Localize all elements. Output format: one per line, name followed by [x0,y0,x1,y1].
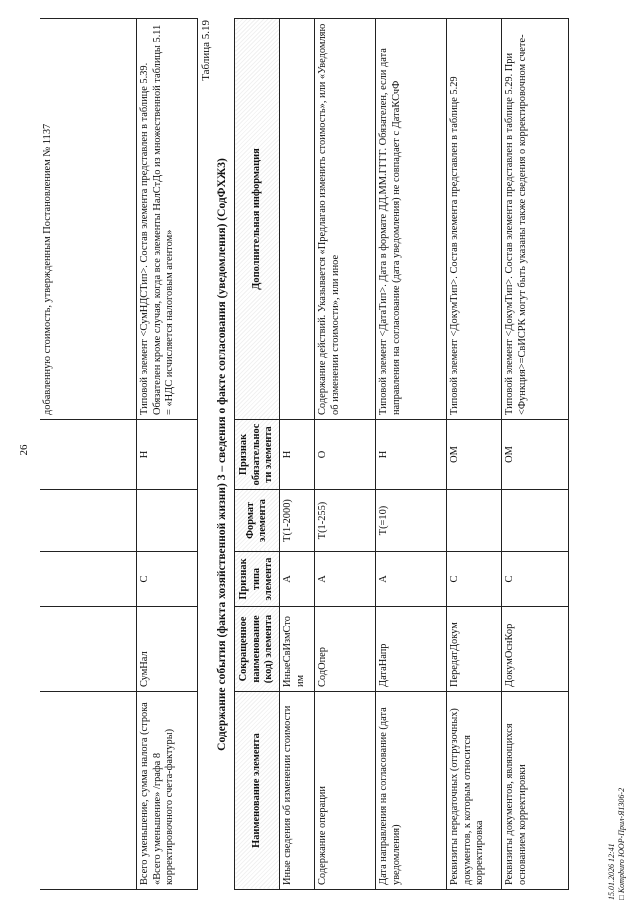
footer-timestamp: 15.01.2026 12:41 [607,843,616,900]
header-type: Признак типа элемента [235,552,280,607]
element-info-cell: Типовой элемент <ДокумТип>. Состав элемента представлен в таблице 5.29. При <Функция>=СвИСРК могут быть указаны также сведения о корректировочном счете- [502,19,569,420]
print-footer [607,788,627,900]
element-name-cell: Всего уменьшение, сумма налога (строка «Всего уменьшение» /графа 8 корректировочного счета-фактуры) [137,692,198,890]
element-code-cell: ИныеСвИзмСтоим [280,607,315,692]
element-info-cell [280,19,315,420]
element-info-cell: Содержание действий. Указывается «Предлагаю изменить стоимость», или «Уведомляю об изменении стоимости», или иное [315,19,376,420]
element-info-cell: Типовой элемент <СумНДСТип>. Состав элемента представлен в таблице 5.39. Обязателен кроме случая, когда все элементы НалСтДо из множественной таблицы 5.11 = «НДС исчисляется налоговым агентом» [137,19,198,420]
table-title: Содержание события (факта хозяйственной жизни) 3 – сведения о факте согласования (уведомления) (СодФХЖ3) [216,158,228,751]
elements-table [234,18,569,890]
element-type-cell: С [137,552,198,607]
element-type-cell: А [376,552,447,607]
element-format-cell [502,490,569,552]
element-required-cell: Н [280,420,315,490]
header-info: Дополнительная информация [235,19,280,420]
element-name-cell: Реквизиты документов, являющихся основанием корректировки [502,692,569,890]
element-code-cell: ПередатДокум [447,607,502,692]
table-row [137,19,198,890]
table-row [502,19,569,890]
footer-source: □ Kompburo ЮОР-Прил-Я1306-2 [617,787,626,900]
table-row [447,19,502,890]
header-name: Наименование элемента [235,692,280,890]
element-format-cell [447,490,502,552]
element-name-cell: Иные сведения об изменении стоимости [280,692,315,890]
element-format-cell: T(=10) [376,490,447,552]
table-row [40,19,137,890]
element-format-cell: T(1-2000) [280,490,315,552]
element-type-cell: А [280,552,315,607]
element-info-cell: Типовой элемент <ДатаТип>. Дата в формате ДД.ММ.ГГГГ. Обязателен, если дата направления на согласование (дата уведомления) не совпадает с ДатаКСчФ [376,19,447,420]
element-name-cell: Дата направления на согласование (дата уведомления) [376,692,447,890]
element-name-cell: Реквизиты передаточных (отгрузочных) документов, к которым относится корректировка [447,692,502,890]
element-format-cell [137,490,198,552]
table-row [280,19,315,890]
element-type-cell: С [502,552,569,607]
header-format: Формат элемента [235,490,280,552]
element-code-cell: ДокумОснКор [502,607,569,692]
element-required-cell: Н [376,420,447,490]
table-header-row [235,19,280,890]
element-required-cell: О [315,420,376,490]
element-code-cell: СодОпер [315,607,376,692]
table-caption: Таблица 5.19 [200,20,212,81]
element-type-cell: А [315,552,376,607]
table-row [315,19,376,890]
element-format-cell: T(1-255) [315,490,376,552]
element-required-cell: ОМ [447,420,502,490]
element-type-cell: С [447,552,502,607]
element-name-cell: Содержание операции [315,692,376,890]
table-row [376,19,447,890]
header-required: Признак обязательности элемента [235,420,280,490]
element-required-cell: ОМ [502,420,569,490]
element-code-cell: ДатаНапр [376,607,447,692]
info-intro-cell: добавленную стоимость, утвержденным Постановлением № 1137 [40,19,137,420]
element-required-cell: Н [137,420,198,490]
element-code-cell: СумНал [137,607,198,692]
element-info-cell: Типовой элемент <ДокумТип>. Состав элемента представлен в таблице 5.29 [447,19,502,420]
page-number: 26 [18,444,30,456]
previous-table-continuation [40,18,198,890]
header-code: Сокращенное наименование (код) элемента [235,607,280,692]
